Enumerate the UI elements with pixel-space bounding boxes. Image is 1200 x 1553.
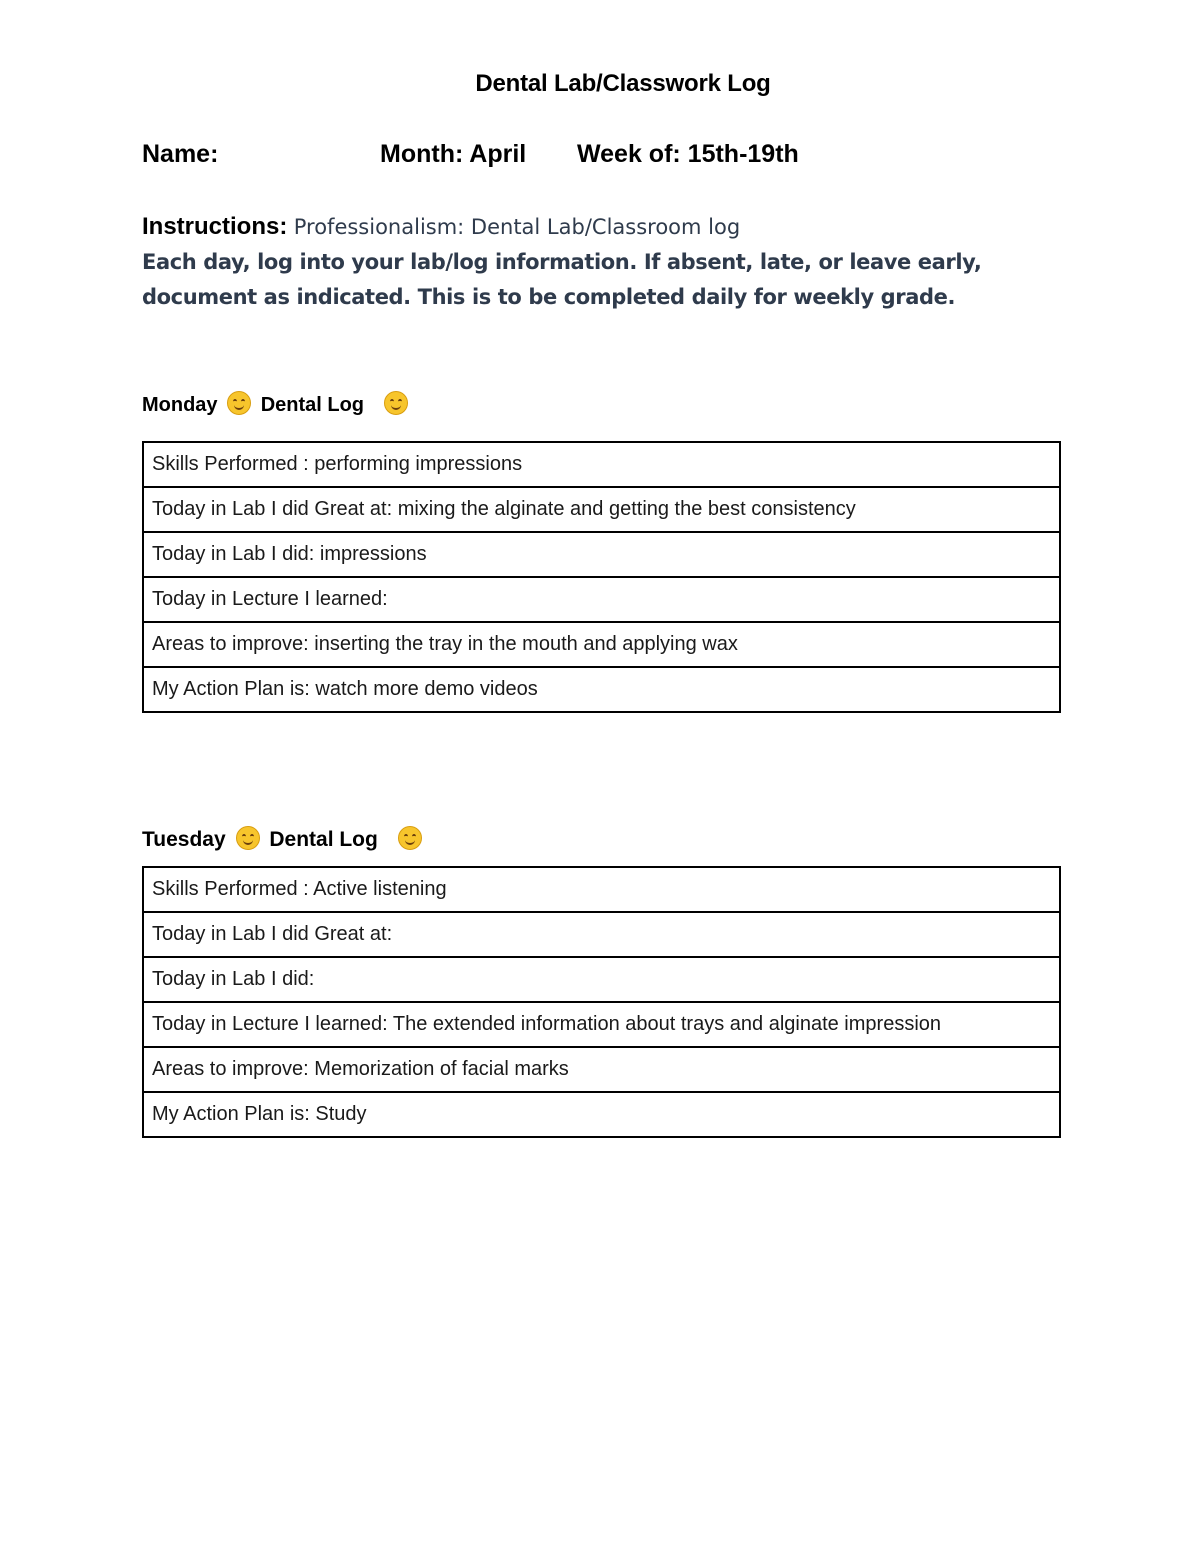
table-cell: Today in Lecture I learned: The extended information about trays and alginate impression <box>143 1002 1060 1047</box>
monday-heading <box>142 391 412 417</box>
monday-log-table <box>142 441 1061 713</box>
smiling-face-icon <box>398 826 422 850</box>
table-row <box>143 667 1060 712</box>
table-cell: Skills Performed : Active listening <box>143 867 1060 912</box>
table-row <box>143 577 1060 622</box>
table-row <box>143 622 1060 667</box>
table-cell: Areas to improve: inserting the tray in the mouth and applying wax <box>143 622 1060 667</box>
table-cell: Today in Lecture I learned: <box>143 577 1060 622</box>
table-cell: Today in Lab I did: <box>143 957 1060 1002</box>
week-label: Week of: 15th-19th <box>577 140 799 168</box>
instructions-line-1: Each day, log into your lab/log information. If absent, late, or leave early, <box>142 250 982 274</box>
table-cell: Areas to improve: Memorization of facial marks <box>143 1047 1060 1092</box>
day-name: Monday <box>142 394 218 416</box>
instructions-block <box>142 209 1002 315</box>
table-cell: Skills Performed : performing impressions <box>143 442 1060 487</box>
instructions-label: Instructions: <box>142 213 288 240</box>
table-row <box>143 1047 1060 1092</box>
table-cell: Today in Lab I did: impressions <box>143 532 1060 577</box>
table-row <box>143 957 1060 1002</box>
table-cell: My Action Plan is: Study <box>143 1092 1060 1137</box>
table-row <box>143 487 1060 532</box>
table-row <box>143 912 1060 957</box>
smiling-face-icon <box>227 391 251 415</box>
name-label: Name: <box>142 140 219 168</box>
instructions-line-2: document as indicated. This is to be completed daily for weekly grade. <box>142 285 956 309</box>
log-label: Dental Log <box>260 394 365 416</box>
smiling-face-icon <box>236 826 260 850</box>
smiling-face-icon <box>384 391 408 415</box>
tuesday-heading <box>142 826 426 852</box>
table-row <box>143 532 1060 577</box>
instructions-subtitle: Professionalism: Dental Lab/Classroom log <box>293 215 741 239</box>
table-row <box>143 1002 1060 1047</box>
table-row <box>143 442 1060 487</box>
month-label: Month: April <box>380 140 527 168</box>
table-cell: My Action Plan is: watch more demo videos <box>143 667 1060 712</box>
document-title: Dental Lab/Classwork Log <box>475 70 771 97</box>
log-label: Dental Log <box>269 828 378 851</box>
tuesday-log-table <box>142 866 1061 1138</box>
table-row <box>143 1092 1060 1137</box>
table-cell: Today in Lab I did Great at: mixing the alginate and getting the best consistency <box>143 487 1060 532</box>
table-row <box>143 867 1060 912</box>
day-name: Tuesday <box>142 828 226 851</box>
table-cell: Today in Lab I did Great at: <box>143 912 1060 957</box>
